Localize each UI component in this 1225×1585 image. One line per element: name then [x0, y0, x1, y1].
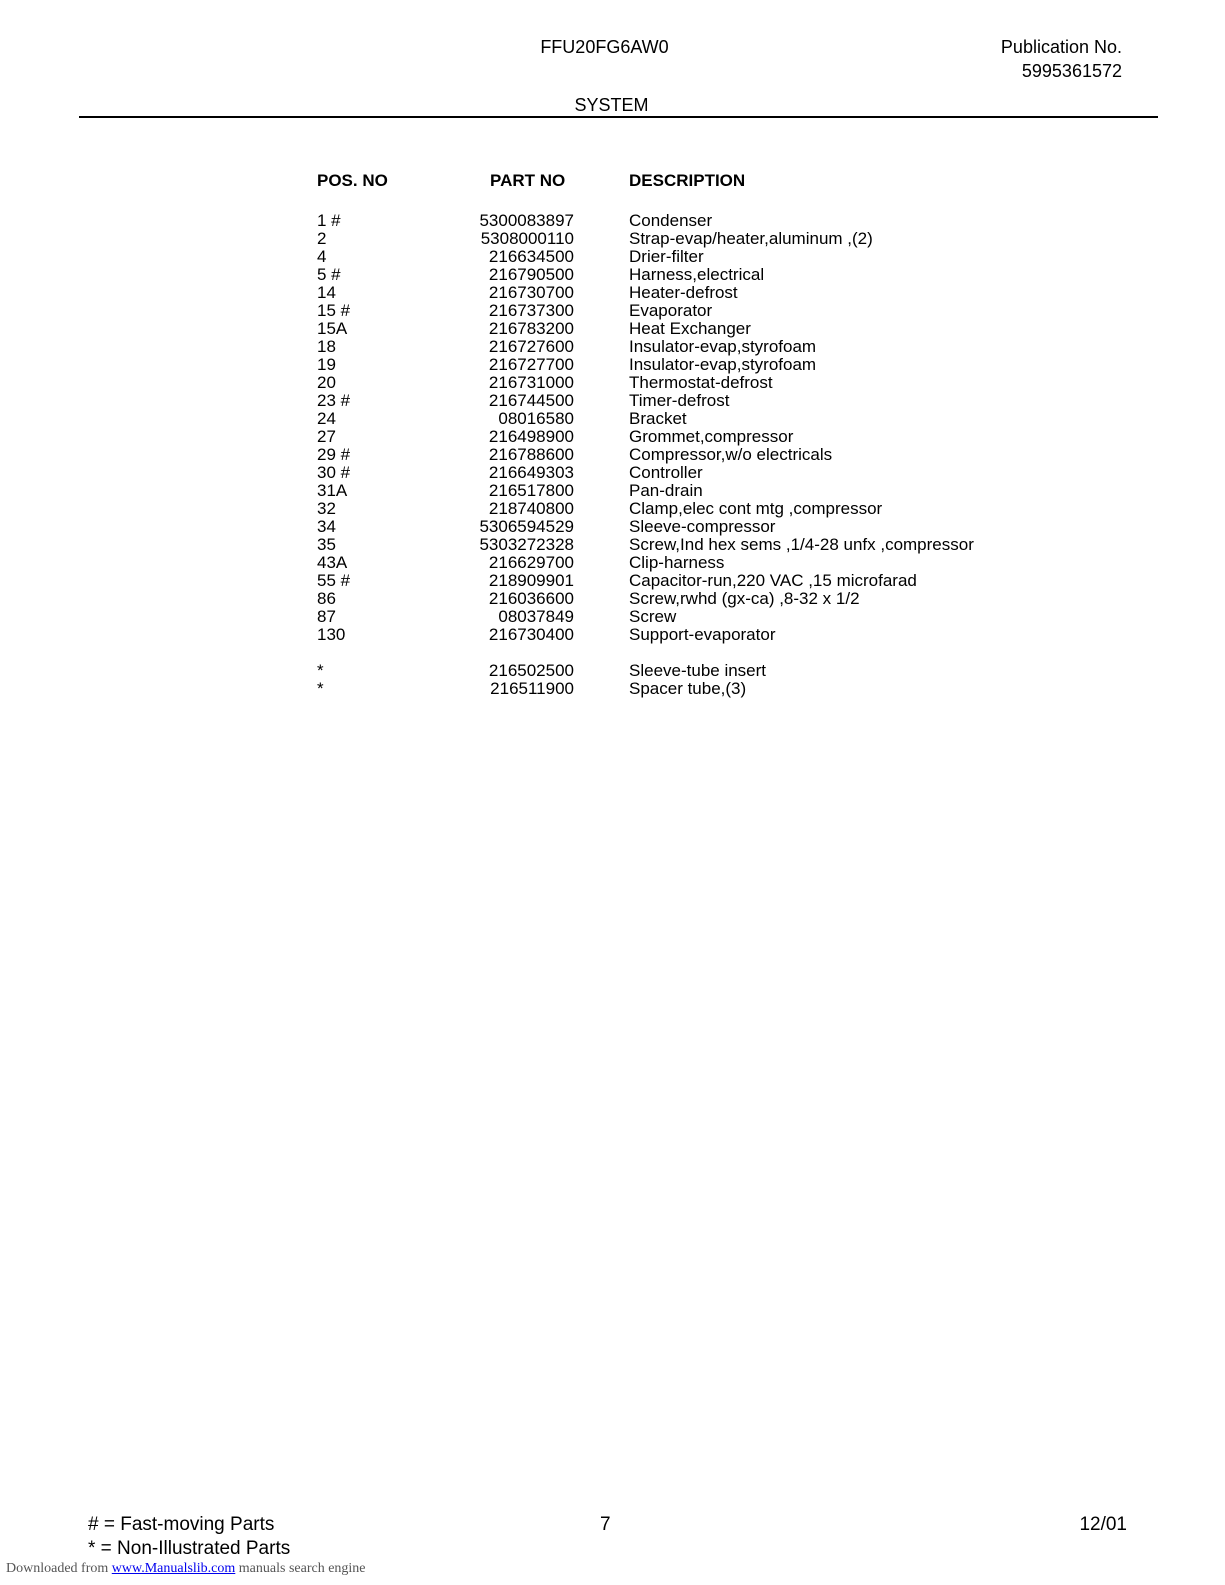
part-description: Support-evaporator: [629, 625, 776, 644]
part-position: *: [317, 679, 324, 698]
part-description: Spacer tube,(3): [629, 679, 747, 698]
table-row: [317, 230, 1017, 248]
part-description: Capacitor-run,220 VAC ,15 microfarad: [629, 571, 917, 590]
part-position: 23 #: [317, 391, 351, 410]
table-row: [317, 500, 1017, 518]
part-number: 216744500: [488, 391, 574, 410]
table-spacer: [317, 644, 1017, 662]
download-note-prefix: Downloaded from: [6, 1561, 112, 1576]
download-note: [6, 1561, 366, 1577]
column-header-pos: POS. NO: [317, 171, 388, 190]
part-description: Sleeve-tube insert: [629, 661, 767, 680]
table-row: [317, 266, 1017, 284]
part-position: 87: [317, 607, 336, 626]
part-number: 216788600: [488, 445, 574, 464]
page-number: 7: [600, 1514, 611, 1535]
table-row: [317, 626, 1017, 644]
part-description: Timer-defrost: [629, 391, 730, 410]
column-header-part: PART NO: [490, 171, 566, 190]
table-row: [317, 464, 1017, 482]
part-number: 216629700: [488, 553, 574, 572]
part-description: Insulator-evap,styrofoam: [629, 337, 817, 356]
table-row: [317, 212, 1017, 230]
part-position: 86: [317, 589, 336, 608]
part-description: Clamp,elec cont mtg ,compressor: [629, 499, 883, 518]
part-position: 130: [317, 625, 346, 644]
part-description: Bracket: [629, 409, 687, 428]
table-row: [317, 590, 1017, 608]
part-description: Compressor,w/o electricals: [629, 445, 833, 464]
part-number: 5306594529: [479, 517, 574, 536]
part-number: 08037849: [498, 607, 574, 626]
table-row: [317, 680, 1017, 698]
table-row: [317, 356, 1017, 374]
table-row: [317, 662, 1017, 680]
table-row: [317, 284, 1017, 302]
table-row: [317, 608, 1017, 626]
part-description: Screw: [629, 607, 677, 626]
part-description: Screw,Ind hex sems ,1/4-28 unfx ,compressor: [629, 535, 974, 554]
table-row: [317, 572, 1017, 590]
column-header-description: DESCRIPTION: [629, 171, 746, 190]
table-row: [317, 392, 1017, 410]
part-description: Thermostat-defrost: [629, 373, 773, 392]
part-position: 55 #: [317, 571, 351, 590]
section-title: [0, 95, 1225, 116]
part-number: 216498900: [488, 427, 574, 446]
download-note-suffix: manuals search engine: [235, 1561, 366, 1576]
manualslib-link[interactable]: www.Manualslib.com: [111, 1561, 236, 1576]
parts-table: [317, 212, 1017, 698]
part-number: 218909901: [488, 571, 574, 590]
part-position: 18: [317, 337, 336, 356]
part-description: Sleeve-compressor: [629, 517, 776, 536]
part-number: 216511900: [490, 679, 574, 698]
part-number: 218740800: [488, 499, 574, 518]
part-number: 216730700: [488, 283, 574, 302]
part-number: 216731000: [488, 373, 574, 392]
part-position: 5 #: [317, 265, 341, 284]
table-row: [317, 554, 1017, 572]
table-row: [317, 320, 1017, 338]
part-position: 24: [317, 409, 336, 428]
part-position: 2: [317, 229, 327, 248]
part-description: Harness,electrical: [629, 265, 765, 284]
part-position: 43A: [317, 553, 348, 572]
part-position: 19: [317, 355, 336, 374]
model-number-text: FFU20FG6AW0: [540, 37, 669, 57]
header-divider: [79, 116, 1158, 118]
legend-non-illustrated: * = Non-Illustrated Parts: [88, 1538, 291, 1559]
part-number: 216730400: [488, 625, 574, 644]
part-description: Controller: [629, 463, 703, 482]
part-number: 216727600: [488, 337, 574, 356]
publication-number: 5995361572: [1021, 61, 1122, 81]
table-row: [317, 482, 1017, 500]
publication-date: 12/01: [1079, 1514, 1127, 1535]
part-number: 216727700: [488, 355, 574, 374]
table-row: [317, 248, 1017, 266]
table-row: [317, 446, 1017, 464]
part-position: 14: [317, 283, 336, 302]
part-description: Heat Exchanger: [629, 319, 751, 338]
part-description: Drier-filter: [629, 247, 704, 266]
part-number: 216790500: [488, 265, 574, 284]
part-description: Condenser: [629, 211, 713, 230]
table-row: [317, 338, 1017, 356]
part-position: 30 #: [317, 463, 351, 482]
part-position: 4: [317, 247, 327, 266]
table-row: [317, 428, 1017, 446]
table-row: [317, 536, 1017, 554]
table-row: [317, 518, 1017, 536]
part-position: 27: [317, 427, 336, 446]
part-number: 216737300: [488, 301, 574, 320]
part-description: Pan-drain: [629, 481, 703, 500]
part-description: Strap-evap/heater,aluminum ,(2): [629, 229, 873, 248]
part-position: 29 #: [317, 445, 351, 464]
table-row: [317, 302, 1017, 320]
part-position: 15 #: [317, 301, 351, 320]
part-number: 216649303: [488, 463, 574, 482]
part-number: 216783200: [488, 319, 574, 338]
section-title-text: SYSTEM: [574, 95, 649, 115]
part-position: *: [317, 661, 324, 680]
part-position: 1 #: [317, 211, 341, 230]
table-row: [317, 374, 1017, 392]
part-number: 5303272328: [479, 535, 574, 554]
part-description: Heater-defrost: [629, 283, 738, 302]
part-description: Grommet,compressor: [629, 427, 794, 446]
table-row: [317, 410, 1017, 428]
part-number: 216036600: [488, 589, 574, 608]
part-number: 08016580: [498, 409, 574, 428]
part-number: 216634500: [488, 247, 574, 266]
part-description: Evaporator: [629, 301, 713, 320]
part-position: 15A: [317, 319, 348, 338]
part-position: 32: [317, 499, 336, 518]
part-number: 216502500: [488, 661, 574, 680]
legend-fast-moving: # = Fast-moving Parts: [88, 1514, 275, 1535]
part-number: 5300083897: [479, 211, 574, 230]
part-position: 31A: [317, 481, 348, 500]
part-description: Screw,rwhd (gx-ca) ,8-32 x 1/2: [629, 589, 860, 608]
part-position: 20: [317, 373, 336, 392]
publication-label: Publication No.: [1000, 37, 1122, 57]
part-position: 35: [317, 535, 336, 554]
part-description: Clip-harness: [629, 553, 725, 572]
part-position: 34: [317, 517, 336, 536]
part-number: 5308000110: [480, 229, 574, 248]
part-description: Insulator-evap,styrofoam: [629, 355, 817, 374]
part-number: 216517800: [488, 481, 574, 500]
